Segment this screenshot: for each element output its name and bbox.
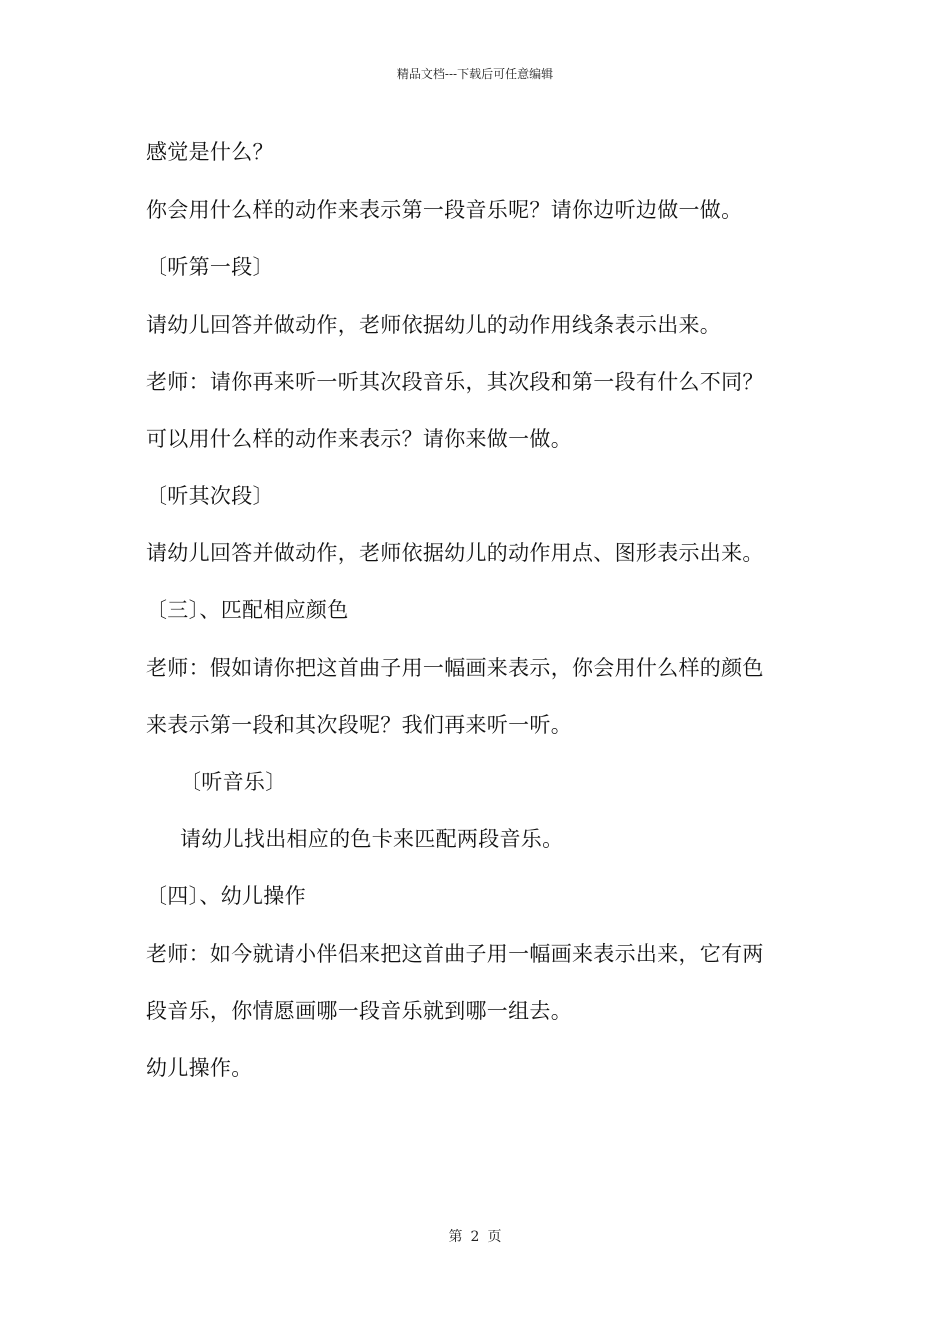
paragraph: 感觉是什么？	[146, 140, 274, 164]
section-marker: 〔听其次段〕	[146, 484, 274, 508]
page-footer	[0, 1228, 950, 1246]
paragraph: 你会用什么样的动作来表示第一段音乐呢？请你边听边做一做。	[146, 198, 743, 222]
page-number: 2	[470, 1229, 480, 1245]
paragraph: 老师：请你再来听一听其次段音乐，其次段和第一段有什么不同？	[146, 370, 764, 394]
paragraph: 老师：假如请你把这首曲子用一幅画来表示，你会用什么样的颜色	[146, 656, 764, 680]
paragraph: 来表示第一段和其次段呢？我们再来听一听。	[146, 713, 572, 737]
section-heading: 〔三〕、匹配相应颜色	[146, 598, 349, 622]
header-text: 精品文档---下载后可任意编辑	[396, 67, 554, 81]
section-heading: 〔四〕、幼儿操作	[146, 884, 306, 908]
paragraph: 请幼儿回答并做动作，老师依据幼儿的动作用线条表示出来。	[146, 313, 722, 337]
section-marker: 〔听第一段〕	[146, 255, 274, 279]
section-marker: 〔听音乐〕	[180, 770, 287, 794]
paragraph: 段音乐，你情愿画哪一段音乐就到哪一组去。	[146, 999, 572, 1023]
paragraph: 老师：如今就请小伴侣来把这首曲子用一幅画来表示出来，它有两	[146, 942, 764, 966]
paragraph: 请幼儿回答并做动作，老师依据幼儿的动作用点、图形表示出来。	[146, 541, 764, 565]
footer-prefix: 第	[448, 1229, 463, 1245]
footer-suffix: 页	[487, 1229, 502, 1245]
paragraph: 可以用什么样的动作来表示？请你来做一做。	[146, 427, 572, 451]
paragraph: 请幼儿找出相应的色卡来匹配两段音乐。	[180, 827, 564, 851]
paragraph: 幼儿操作。	[146, 1056, 253, 1080]
